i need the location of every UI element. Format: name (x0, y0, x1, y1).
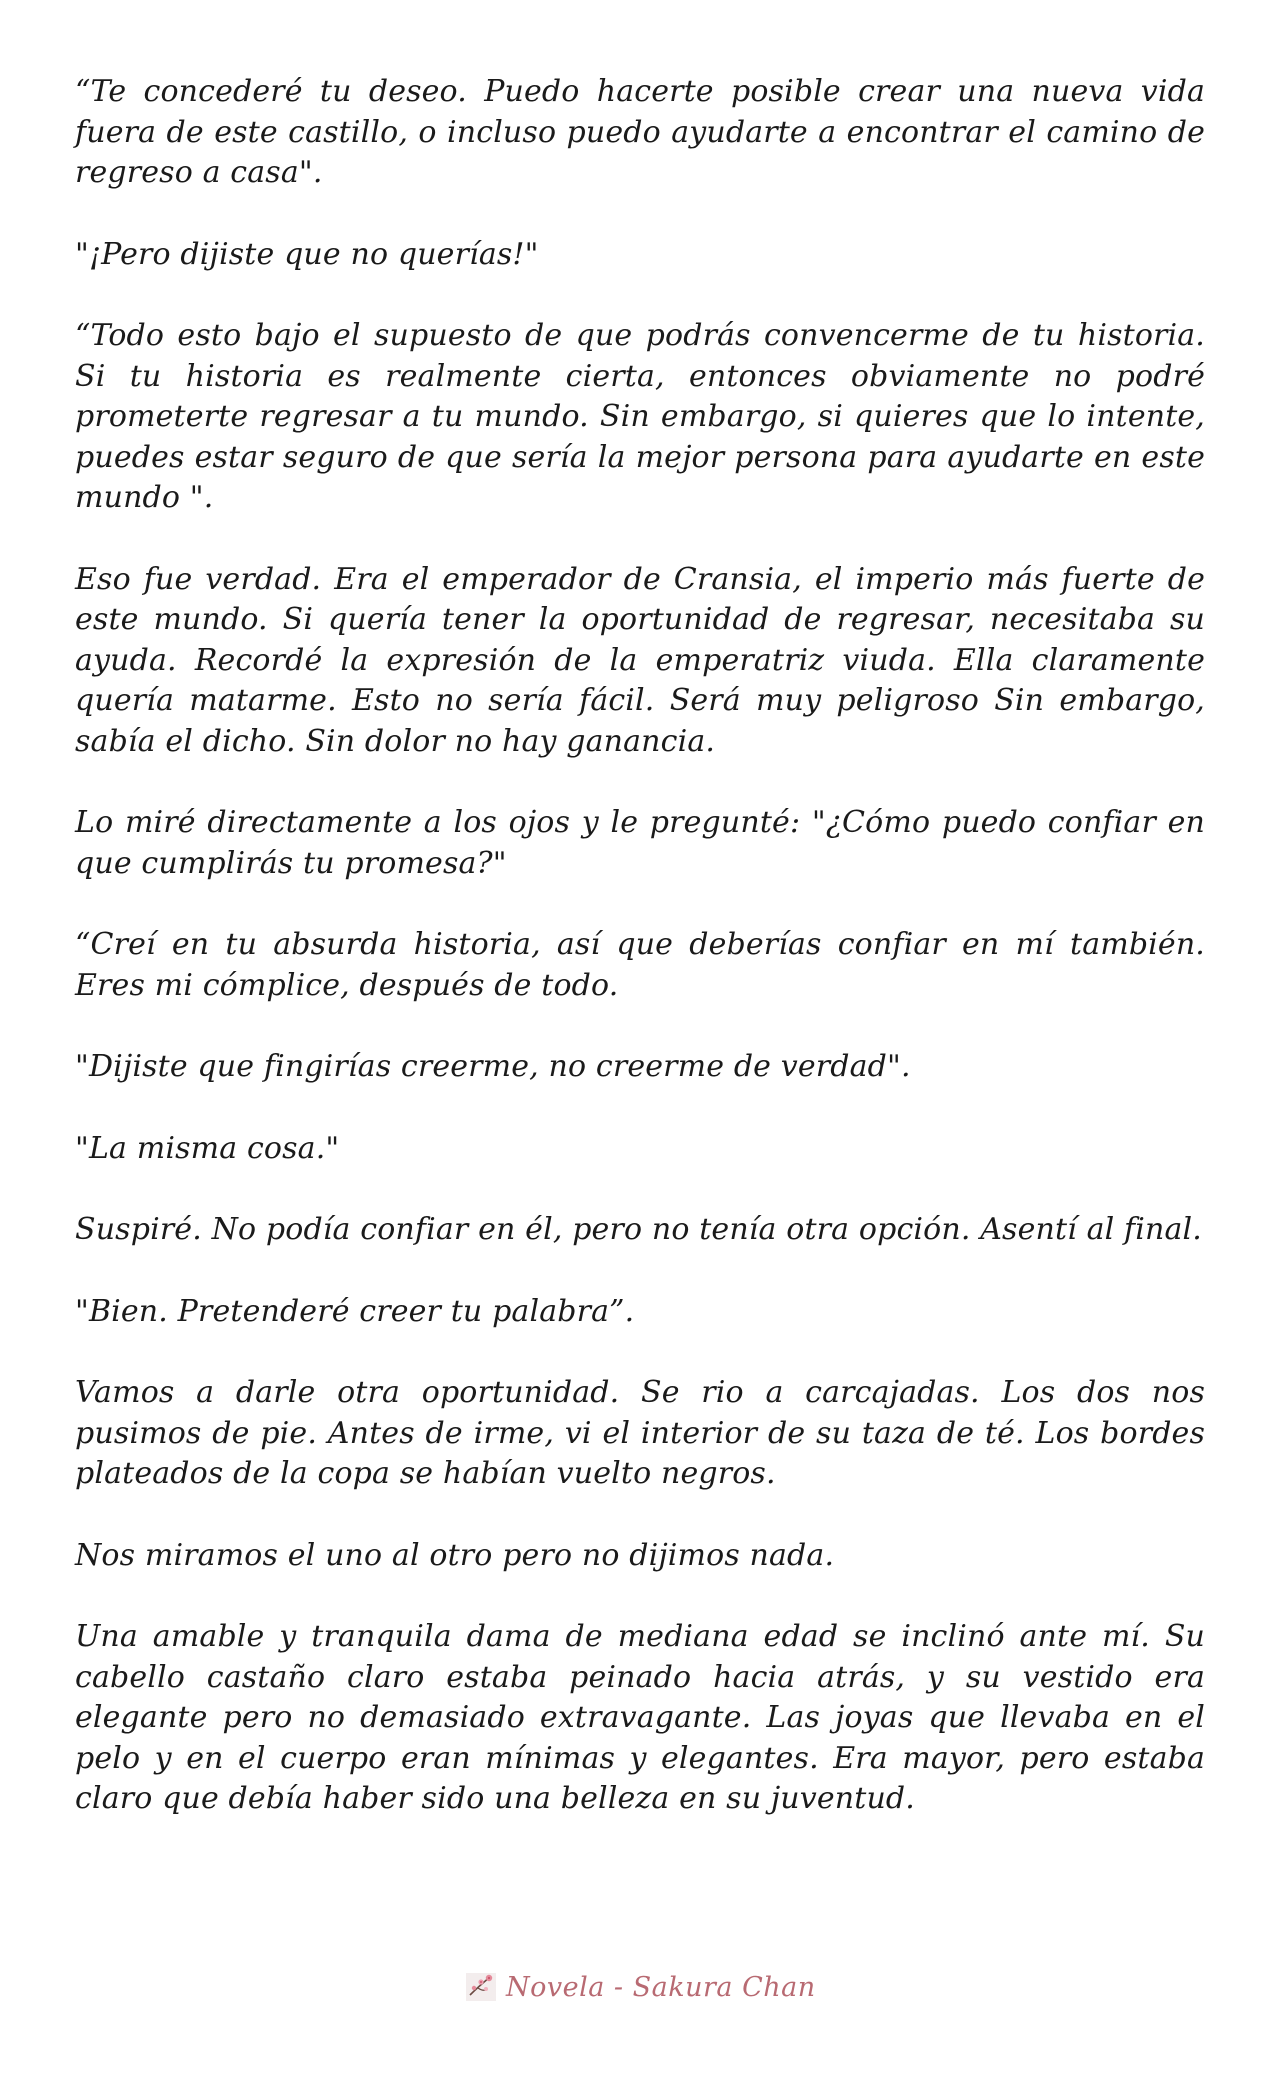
paragraph: “Creí en tu absurda historia, así que deberías confiar en mí también. Eres mi cómplice, después de todo. (75, 927, 1205, 1003)
paragraph: Vamos a darle otra oportunidad. Se rio a carcajadas. Los dos nos pusimos de pie. Antes de irme, vi el interior de su taza de té. Los bordes plateados de la copa se habían vuelto negros. (75, 1375, 1205, 1491)
paragraph: Nos miramos el uno al otro pero no dijimos nada. (75, 1537, 835, 1573)
paragraph: Suspiré. No podía confiar en él, pero no tenía otra opción. Asentí al final. (75, 1212, 1202, 1247)
sakura-flower-icon (464, 1969, 500, 2005)
paragraph: Una amable y tranquila dama de mediana edad se inclinó ante mí. Su cabello castaño claro estaba peinado hacia atrás, y su vestido era elegante pero no demasiado extravagante. Las joyas que llevaba en el pelo y en el cuerpo eran mínimas y elegantes. Era mayor, pero estaba claro que debía haber sido una belleza en su juventud. (75, 1619, 1205, 1816)
watermark-text: Novela - Sakura Chan (506, 1971, 816, 2003)
paragraph: "¡Pero dijiste que no querías!" (75, 236, 539, 272)
paragraph: "Dijiste que fingirías creerme, no creerme de verdad". (75, 1049, 911, 1084)
document-body (75, 72, 1205, 1861)
paragraph: Lo miré directamente a los ojos y le pregunté: "¿Cómo puedo confiar en que cumplirás tu promesa?" (75, 805, 1205, 881)
paragraph: “Te concederé tu deseo. Puedo hacerte posible crear una nueva vida fuera de este castillo, o incluso puedo ayudarte a encontrar el camino de regreso a casa". (75, 74, 1205, 190)
paragraph: Eso fue verdad. Era el emperador de Cransia, el imperio más fuerte de este mundo. Si quería tener la oportunidad de regresar, necesitaba su ayuda. Recordé la expresión de la emperatriz viuda. Ella claramente quería matarme. Esto no sería fácil. Será muy peligroso Sin embargo, sabía el dicho. Sin dolor no hay ganancia. (75, 561, 1205, 759)
paragraph: "Bien. Pretenderé creer tu palabra”. (75, 1293, 635, 1329)
paragraph: "La misma cosa." (75, 1130, 340, 1166)
watermark (464, 1967, 816, 2007)
paragraph: “Todo esto bajo el supuesto de que podrás convencerme de tu historia. Si tu historia es realmente cierta, entonces obviamente no podré prometerte regresar a tu mundo. Sin embargo, si quieres que lo intente, puedes estar seguro de que sería la mejor persona para ayudarte en este mundo ". (75, 318, 1205, 515)
